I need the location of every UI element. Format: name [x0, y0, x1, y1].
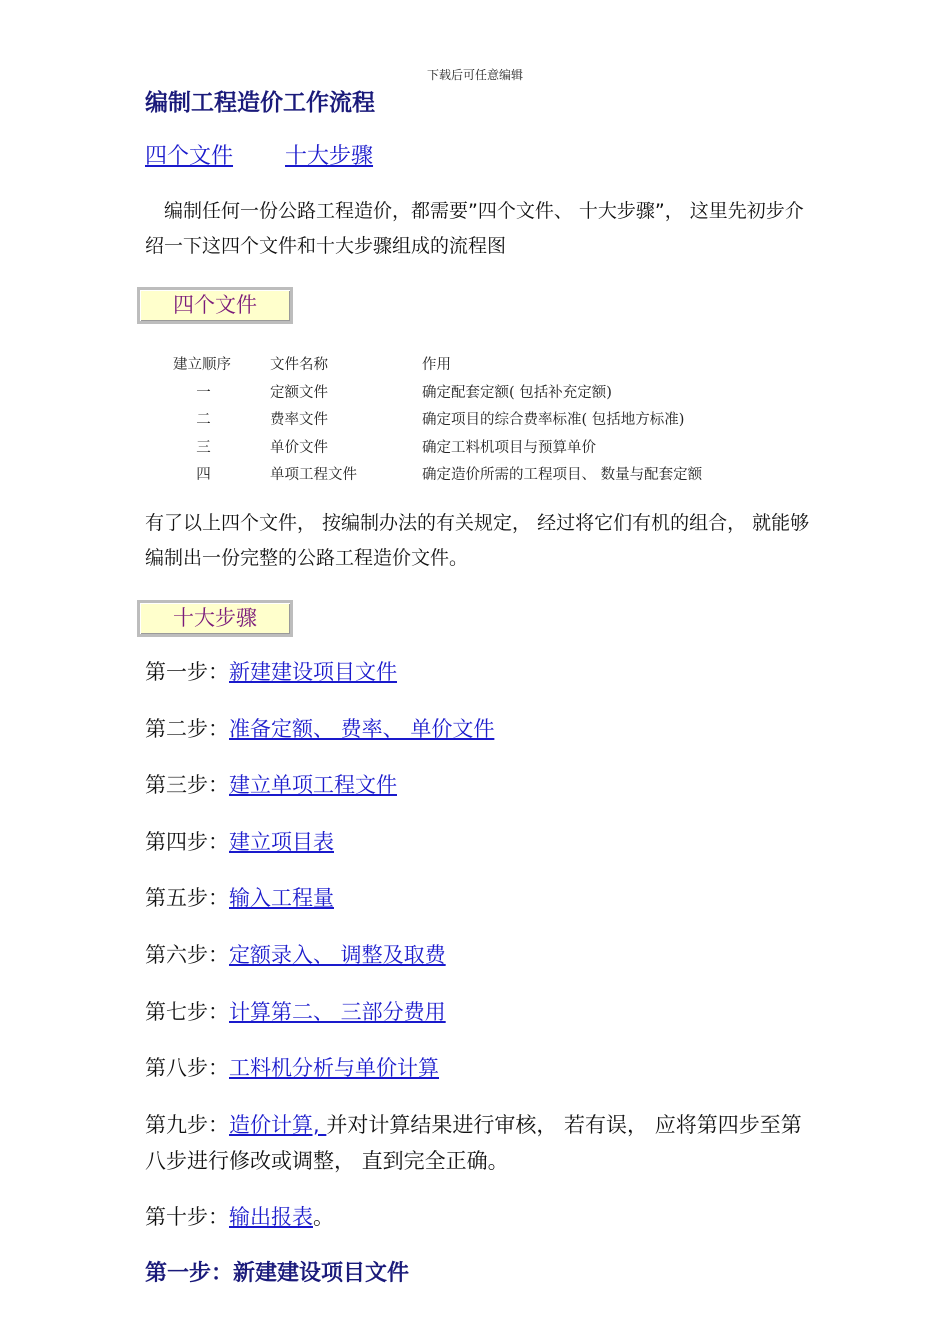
step-link[interactable]: 建立项目表 [229, 829, 334, 854]
step-link[interactable]: 建立单项工程文件 [229, 773, 397, 798]
step-item [145, 880, 815, 916]
summary-paragraph: 有了以上四个文件， 按编制办法的有关规定， 经过将它们有机的组合， 就能够编制出一份完整的公路工程造价文件。 [145, 512, 810, 569]
link-ten-steps[interactable]: 十大步骤 [285, 144, 374, 169]
intro-paragraph: 编制任何一份公路工程造价，都需要”四个文件、 十大步骤”， 这里先初步介绍一下这四个文件和十大步骤组成的流程图 [145, 200, 804, 257]
column-header-order: 建立顺序 [173, 357, 231, 374]
step-prefix: 第三步： [145, 773, 229, 798]
step-prefix: 第二步： [145, 716, 229, 741]
step-item [145, 1199, 815, 1235]
step-link[interactable]: 新建建设项目文件 [229, 660, 397, 684]
table-header-row [165, 350, 782, 378]
row-order: 三 [196, 439, 211, 456]
step-link[interactable]: 输入工程量 [229, 886, 334, 911]
row-file-name: 单价文件 [270, 439, 328, 456]
step-prefix: 第六步： [145, 942, 229, 967]
step-item [145, 1107, 815, 1179]
table-row [165, 405, 782, 433]
table-row [165, 460, 782, 488]
files-table [165, 350, 782, 488]
table-row [165, 433, 782, 461]
step-link[interactable]: 定额录入、 调整及取费 [229, 942, 446, 967]
step-link[interactable]: 准备定额、 费率、 单价文件 [229, 716, 495, 741]
steps-list [145, 654, 815, 1255]
step-prefix: 第五步： [145, 886, 229, 911]
step-item [145, 654, 815, 690]
step-item [145, 937, 815, 973]
column-header-name: 文件名称 [270, 357, 328, 374]
row-purpose: 确定工料机项目与预算单价 [422, 439, 596, 456]
section-label-ten-steps: 十大步骤 [137, 600, 293, 637]
step-suffix: 并对计算结果进行审核， 若有误， 应将第四步至第八步进行修改或调整， 直到完全正确。 [145, 1112, 802, 1173]
column-header-purpose: 作用 [422, 357, 451, 374]
step-item [145, 1050, 815, 1086]
step-link[interactable]: 计算第二、 三部分费用 [229, 999, 446, 1024]
step1-heading: 第一步：新建建设项目文件 [145, 1261, 410, 1286]
section-label-four-files: 四个文件 [137, 287, 293, 324]
step-prefix: 第八步： [145, 1056, 229, 1081]
step-item [145, 994, 815, 1030]
row-order: 四 [196, 467, 211, 484]
row-order: 一 [196, 384, 211, 401]
step-item [145, 824, 815, 860]
row-file-name: 单项工程文件 [270, 467, 357, 484]
row-purpose: 确定配套定额( 包括补充定额) [422, 384, 612, 401]
row-order: 二 [196, 412, 211, 429]
link-four-files[interactable]: 四个文件 [145, 144, 234, 169]
step-prefix: 第四步： [145, 829, 229, 854]
row-file-name: 费率文件 [270, 412, 328, 429]
row-purpose: 确定项目的综合费率标准( 包括地方标准) [422, 412, 685, 429]
row-purpose: 确定造价所需的工程项目、 数量与配套定额 [422, 467, 703, 484]
page-title: 编制工程造价工作流程 [145, 90, 375, 116]
step-link[interactable]: 输出报表 [229, 1204, 313, 1229]
step-item [145, 767, 815, 803]
top-links [145, 139, 373, 170]
table-row [165, 378, 782, 406]
step-item [145, 711, 815, 747]
step-link[interactable]: 造价计算, [229, 1112, 327, 1137]
header-note: 下载后可任意编辑 [426, 68, 523, 82]
step-prefix: 第一步： [145, 660, 229, 684]
step-suffix: 。 [313, 1204, 334, 1229]
step-prefix: 第九步： [145, 1112, 229, 1137]
step-prefix: 第七步： [145, 999, 229, 1024]
step-link[interactable]: 工料机分析与单价计算 [229, 1056, 439, 1081]
step-prefix: 第十步： [145, 1204, 229, 1229]
row-file-name: 定额文件 [270, 384, 328, 401]
